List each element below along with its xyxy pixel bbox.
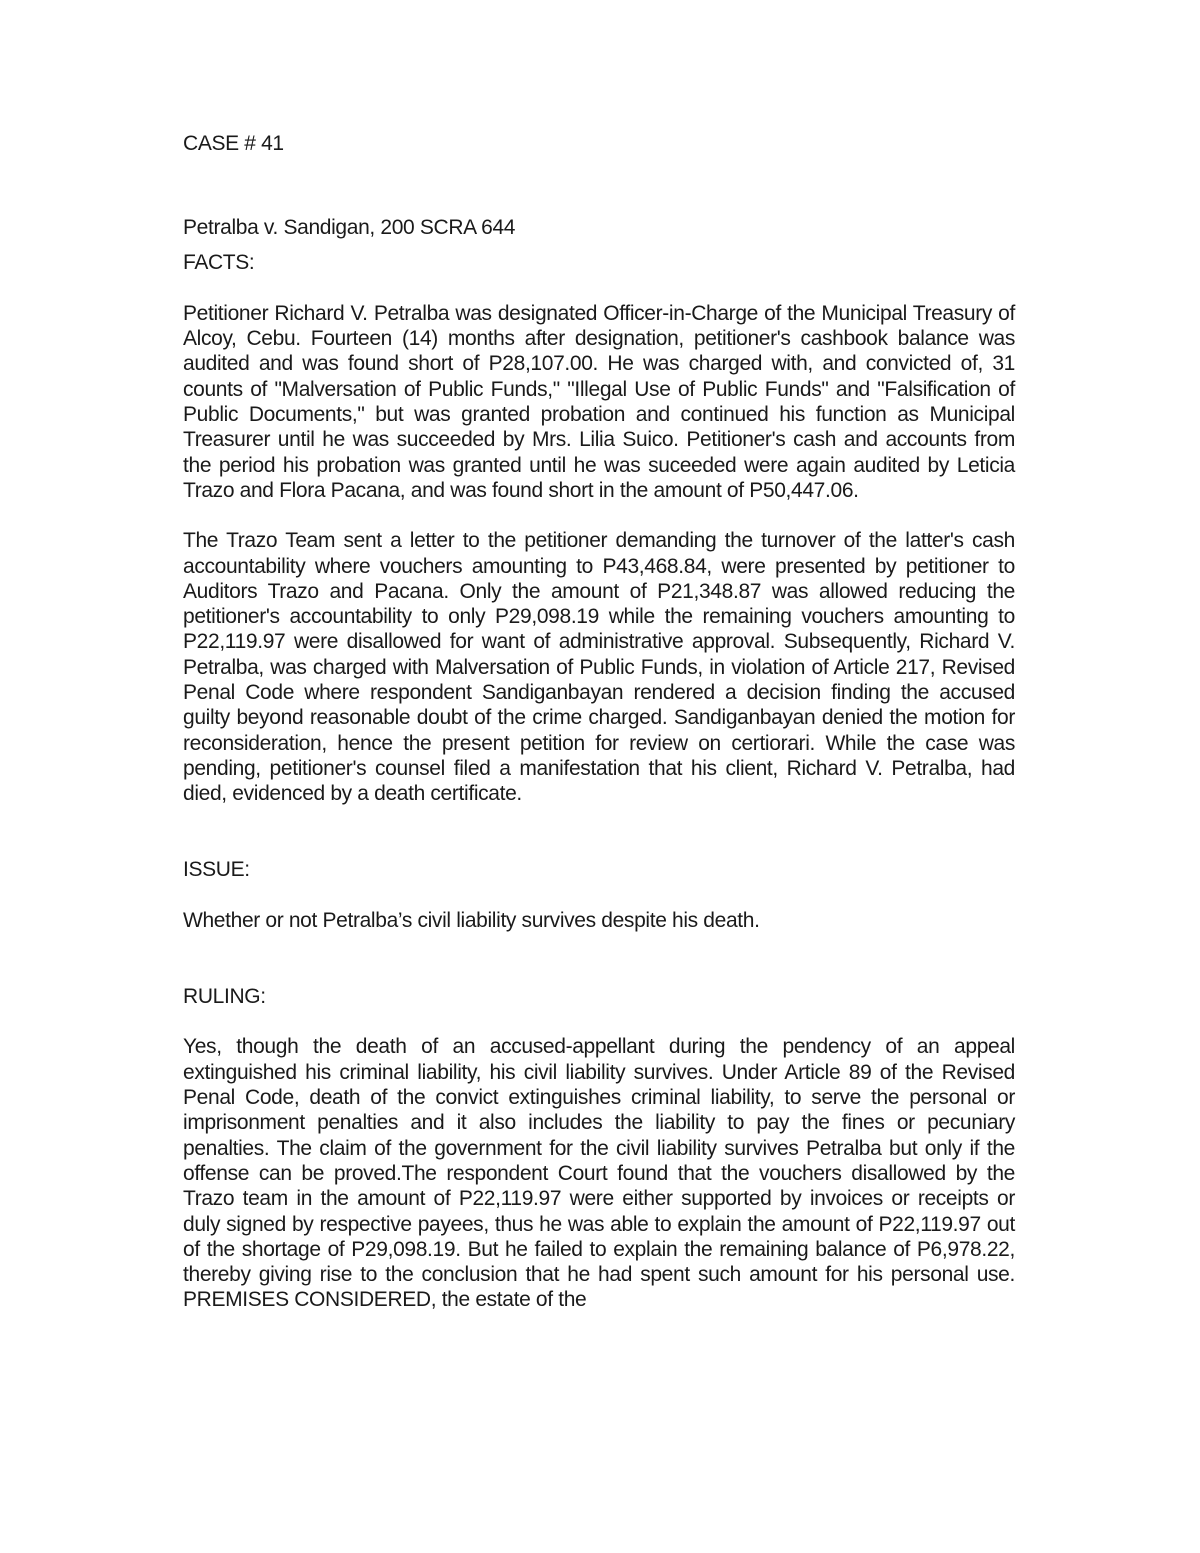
issue-text: Whether or not Petralba’s civil liability survives despite his death. <box>183 908 760 932</box>
document-body <box>183 131 1015 1313</box>
issue-heading: ISSUE: <box>183 857 250 881</box>
ruling-heading: RULING: <box>183 985 266 1009</box>
case-number: CASE # 41 <box>183 132 284 155</box>
facts-paragraph: Petitioner Richard V. Petralba was designated Officer-in-Charge of the Municipal Treasury of Alcoy, Cebu. Fourteen (14) months after designation, petitioner's cashbook balance was audited and was found short of P28,107.00. He was charged with, and convicted of, 31 counts of "Malversation of Public Funds," "Illegal Use of Public Funds" and "Falsification of Public Documents," but was granted probation and continued his function as Municipal Treasurer until he was succeeded by Mrs. Lilia Suico. Petitioner's cash and accounts from the period his probation was granted until he was suceeded were again audited by Leticia Trazo and Flora Pacana, and was found short in the amount of P50,447.06. <box>183 301 1015 502</box>
case-citation: Petralba v. Sandigan, 200 SCRA 644 <box>183 216 516 240</box>
facts-paragraph: The Trazo Team sent a letter to the petitioner demanding the turnover of the latter's cash accountability where vouchers amounting to P43,468.84, were presented by petitioner to Auditors Trazo and Pacana. Only the amount of P21,348.87 was allowed reducing the petitioner's accountability to only P29,098.19 while the remaining vouchers amounting to P22,119.97 were disallowed for want of administrative approval. Subsequently, Richard V. Petralba, was charged with Malversation of Public Funds, in violation of Article 217, Revised Penal Code where respondent Sandiganbayan rendered a decision finding the accused guilty beyond reasonable doubt of the crime charged. Sandiganbayan denied the motion for reconsideration, hence the present petition for review on certiorari. While the case was pending, petitioner's counsel filed a manifestation that his client, Richard V. Petralba, had died, evidenced by a death certificate. <box>183 529 1015 806</box>
ruling-text: Yes, though the death of an accused-appellant during the pendency of an appeal extinguished his criminal liability, his civil liability survives. Under Article 89 of the Revised Penal Code, death of the convict extinguishes criminal liability, to serve the personal or imprisonment penalties and it also includes the liability to pay the fines or pecuniary penalties. The claim of the government for the civil liability survives Petralba but only if the offense can be proved.The respondent Court found that the vouchers disallowed by the Trazo team in the amount of P22,119.97 were either supported by invoices or receipts or duly signed by respective payees, thus he was able to explain the amount of P22,119.97 out of the shortage of P29,098.19. But he failed to explain the remaining balance of P6,978.22, thereby giving rise to the conclusion that he had spent such amount for his personal use. PREMISES CONSIDERED, the estate of the <box>183 1035 1015 1312</box>
facts-heading: FACTS: <box>183 250 255 274</box>
